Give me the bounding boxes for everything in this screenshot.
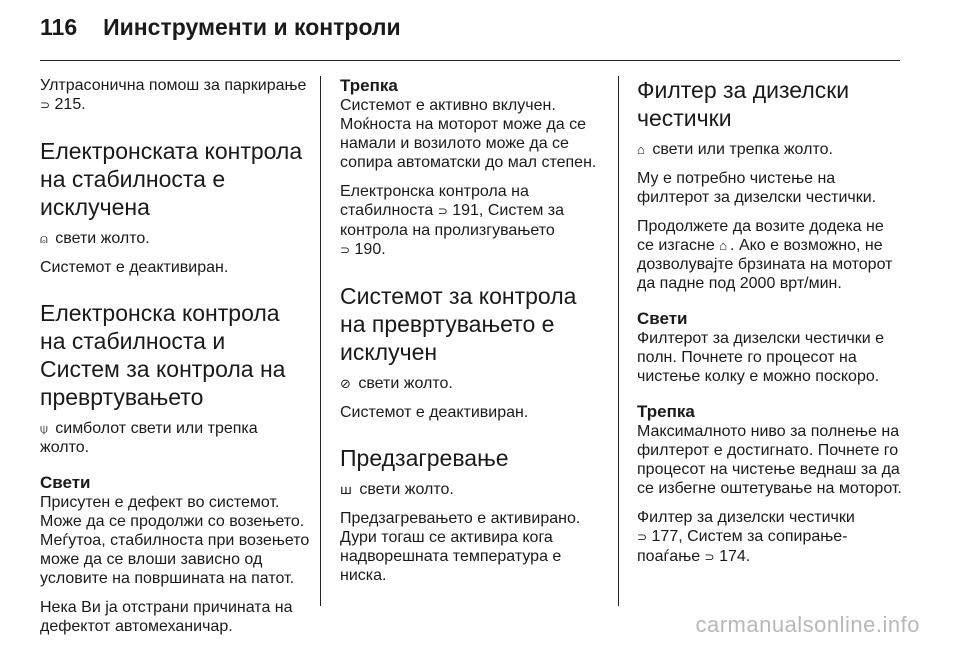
watermark: carmanualsonline.info <box>695 612 920 637</box>
column-3 <box>637 76 905 577</box>
intro-text: Ултрасонична помош за паркирање <box>40 77 307 94</box>
rsc-off-status-text: свети жолто. <box>358 375 453 392</box>
rsc-off-status <box>340 374 602 393</box>
esc-off-status <box>40 229 310 248</box>
flash-body: Системот е активно вклучен. Моќноста на моторот може да се намали и возилото може да се сопира автоматски до мал степен. <box>340 97 597 171</box>
subheading-flash: Трепка <box>340 76 398 95</box>
subheading-dpf-flash: Трепка <box>637 402 695 421</box>
column-divider-1 <box>320 76 321 606</box>
rsc-off-body: Системот е деактивиран. <box>340 404 529 421</box>
esc-off-status-text: свети жолто. <box>55 230 150 247</box>
page-title: Иинструменти и контроли <box>103 14 401 40</box>
dpf-ref-text: Филтер за дизелски честички <box>637 509 855 526</box>
dpf-icon: ⌂ <box>637 142 645 157</box>
dpf-flash-body: Максималното ниво за полнење на филтерот е достигнато. Почнете го процесот на чистење веднаш за да се избегне оштетување на моторот. <box>637 423 902 497</box>
lit-body: Присутен е дефект во системот. Може да се продолжи со возењето. Меѓутоа, стабилноста при возењето може да се влоши зависно од условите на површината на патот. <box>40 494 310 587</box>
esc-ref-text: Електронска контрола на стабилноста <box>340 183 529 219</box>
page-number: 116 <box>40 14 78 40</box>
esc-rsc-status-text: симболот свети или трепка жолто. <box>40 420 258 456</box>
preheat-icon: ꟺ <box>340 482 352 497</box>
subheading-lit: Свети <box>40 473 91 492</box>
lit-body-2: Нека Ви ја отстрани причината на дефектот автомеханичар. <box>40 599 293 635</box>
page-ref-icon: ⊃ <box>437 204 448 218</box>
dpf-body-2a: Продолжете да возите додека не се изгасне <box>637 218 884 254</box>
esc-ref-paragraph <box>340 182 602 260</box>
page-header <box>40 14 401 54</box>
page-ref-icon: ⊃ <box>704 550 715 564</box>
header-divider <box>40 60 900 61</box>
dpf-ref-text-2: поаѓање <box>637 548 701 565</box>
preheat-status <box>340 480 602 499</box>
dpf-body-2 <box>637 217 905 293</box>
section-heading-dpf: Филтер за дизелски честички <box>637 77 850 131</box>
page-ref-icon: ⊃ <box>340 243 351 257</box>
intro-ref[interactable]: 215. <box>54 96 86 113</box>
column-divider-2 <box>618 76 619 606</box>
preheat-body: Предзагревањето е активирано. Дури тогаш се активира кога надворешната температура е ниска. <box>340 510 581 584</box>
dpf-icon: ⌂ <box>719 238 728 253</box>
page-ref-icon: ⊃ <box>637 530 648 544</box>
section-heading-esc-off: Електронската контрола на стабилноста е исклучена <box>40 138 303 220</box>
esc-ref-2[interactable]: 190. <box>354 241 386 258</box>
dpf-status <box>637 140 905 159</box>
dpf-ref-paragraph <box>637 508 905 567</box>
dpf-status-text: свети или трепка жолто. <box>652 141 833 158</box>
section-heading-preheat: Предзагревање <box>340 445 509 471</box>
column-2 <box>340 76 602 595</box>
section-heading-rsc-off: Системот за контрола на превртувањето е исклучен <box>340 283 577 365</box>
dpf-body-2b: . Ако е возможно, не дозволувајте брзината на моторот да падне под 2000 врт/мин. <box>637 237 893 292</box>
esc-off-icon: ⍝ <box>40 231 48 246</box>
esc-rsc-status <box>40 419 310 457</box>
preheat-status-text: свети жолто. <box>359 481 454 498</box>
esc-rsc-icon: ⍦ <box>40 421 48 436</box>
intro-paragraph <box>40 76 310 115</box>
dpf-body-1: Му е потребно чистење на филтерот за дизелски честички. <box>637 170 877 206</box>
page-ref-icon: ⊃ <box>40 98 51 112</box>
esc-ref-1[interactable]: 191, Систем за контрола на пролизгувањето <box>340 202 565 239</box>
rsc-off-icon: ⊘ <box>340 376 351 391</box>
column-1 <box>40 76 310 646</box>
esc-off-body: Системот е деактивиран. <box>40 259 229 276</box>
subheading-dpf-lit: Свети <box>637 309 688 328</box>
dpf-ref-1[interactable]: 177, Систем за сопирање- <box>651 528 848 545</box>
section-heading-esc-rsc: Електронска контрола на стабилноста и Систем за контрола на превртувањето <box>40 300 286 410</box>
dpf-ref-2[interactable]: 174. <box>719 548 751 565</box>
dpf-lit-body: Филтерот за дизелски честички е полн. Почнете го процесот на чистење колку е можно поскоро. <box>637 330 885 385</box>
